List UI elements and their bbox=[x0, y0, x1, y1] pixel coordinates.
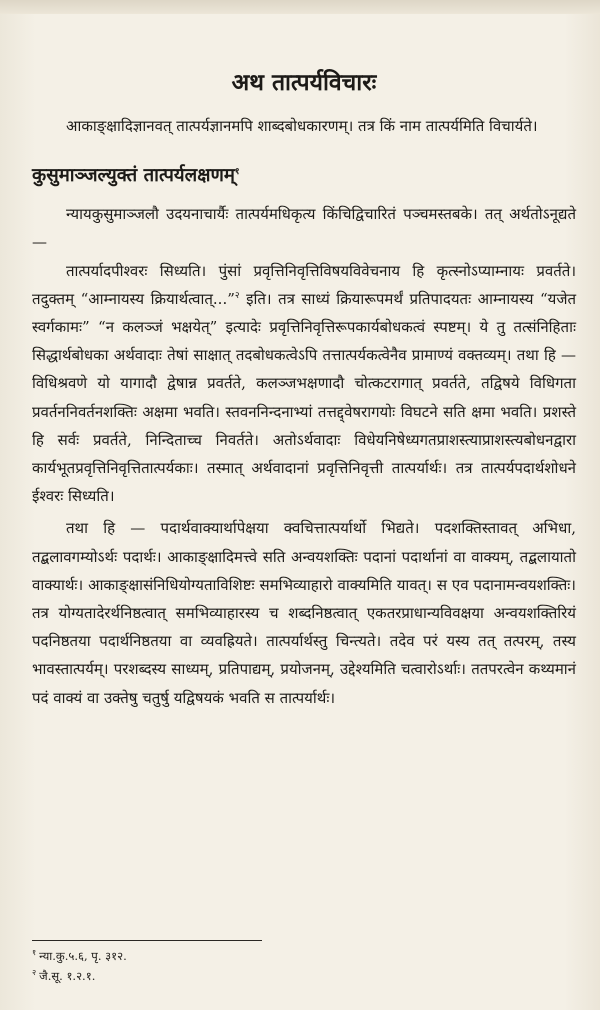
footnote-text: न्या.कु.५.६, पृ. ३१२. bbox=[39, 949, 127, 963]
page-heading: अथ तात्पर्यविचारः bbox=[231, 69, 377, 96]
footnote-2 bbox=[32, 966, 572, 986]
paragraph-kusumanjali: न्यायकुसुमाञ्जलौ उदयनाचार्यैः तात्पर्यमधिकृत्य किंचिद्विचारितं पञ्चमस्तबके। तत् अर्थतोऽनूद्यते — bbox=[32, 205, 576, 252]
footnote-1 bbox=[32, 946, 572, 966]
main-text bbox=[32, 68, 576, 712]
paragraph-tatparya-part1: तात्पर्यादपीश्वरः सिध्यति। पुंसां प्रवृत्तिनिवृत्तिविषयविवेचनाय हि कृत्स्नोऽप्याम्नायः प्रवर्तते। तदुक्तम् “आम्नायस्य क्रियार्थत्वात्...” bbox=[32, 261, 576, 308]
footnote-divider bbox=[32, 940, 262, 941]
section-title bbox=[32, 162, 576, 190]
paragraph-tatha-hi: तथा हि — पदार्थवाक्यार्थापेक्षया क्वचित्तात्पर्यार्थो भिद्यते। पदशक्तिस्तावत् अभिधा, तद्बलावगम्योऽर्थः पदार्थः। आकाङ्क्षादिमत्त्वे सति अन्वयशक्तिः पदानां पदार्थानां वा वाक्यम्, तद्बलायातो वाक्यार्थः। आकाङ्क्षासंनिधियोग्यताविशिष्टः समभिव्याहारो वाक्यमिति यावत्। स एव पदानामन्वयशक्तिः। तत्र योग्यतादेरर्थनिष्ठत्वात् समभिव्याहारस्य च शब्दनिष्ठत्वात् एकतरप्राधान्यविवक्षया अन्वयशक्तिरियं पदनिष्ठतया पदार्थनिष्ठतया वा व्यवह्रियते। तात्पर्यार्थस्तु चिन्त्यते। तदेव परं यस्य तत् तत्परम्, तस्य भावस्तात्पर्यम्। परशब्दस्य साध्यम्, प्रतिपाद्यम्, प्रयोजनम्, उद्देश्यमिति चत्वारोऽर्थाः। ततपरत्वेन कथ्यमानं पदं वाक्यं वा उक्तेषु चतुर्षु यद्विषयकं भवति स तात्पर्यार्थः। bbox=[32, 519, 576, 707]
footnote-marker: २ bbox=[32, 968, 37, 978]
paragraph-tatparya-part2: इति। तत्र साध्यं क्रियारूपमर्थं प्रतिपादयतः आम्नायस्य “यजेत स्वर्गकामः” “न कलञ्जं भक्षयेत्” इत्यादेः प्रवृत्तिनिवृत्तिरूपकार्यबोधकत्वं स्पष्टम्। ये तु तत्संनिहिताः सिद्धार्थबोधका अर्थवादाः तेषां साक्षात् तदबोधकत्वेऽपि तत्तात्पर्यकत्वेनैव प्रामाण्यं वक्तव्यम्। तथा हि — विधिश्रवणे यो यागादौ द्वेषान्न प्रवर्तते, कलञ्जभक्षणादौ चोत्कटरागात् प्रवर्तते, तद्विषये विधिगता प्रवर्तननिवर्तनशक्तिः अक्षमा भवति। स्तवननिन्दनाभ्यां तत्तद्द्वेषरागयोः विघटने सति क्षमा भवति। प्रशस्ते हि सर्वः प्रवर्तते, निन्दिताच्च निवर्तते। अतोऽर्थवादाः विधेयनिषेध्यगतप्राशस्त्याप्राशस्त्यबोधनद्वारा कार्यभूतप्रवृत्तिनिवृत्तितात्पर्यकाः। तस्मात् अर्थवादानां प्रवृत्तिनिवृत्ती तात्पर्यार्थः। तत्र तात्पर्यपदार्थशोधने ईश्वरः सिध्यति। bbox=[32, 289, 576, 506]
intro-paragraph: आकाङ्क्षादिज्ञानवत् तात्पर्यज्ञानमपि शाब्दबोधकारणम्। तत्र किं नाम तात्पर्यमिति विचार्यते। bbox=[66, 117, 538, 135]
footnote-marker: १ bbox=[32, 948, 37, 958]
footnote-text: जै.सू. १.२.१. bbox=[39, 969, 96, 983]
section-title-text: कुसुमाञ्जल्युक्तं तात्पर्यलक्षणम् bbox=[32, 165, 235, 187]
footnote-ref-2: २ bbox=[234, 290, 240, 301]
footnote-ref-1: १ bbox=[234, 167, 240, 178]
footnotes bbox=[32, 946, 572, 986]
paragraph-tatparya bbox=[32, 257, 576, 511]
top-margin-band bbox=[0, 0, 600, 14]
